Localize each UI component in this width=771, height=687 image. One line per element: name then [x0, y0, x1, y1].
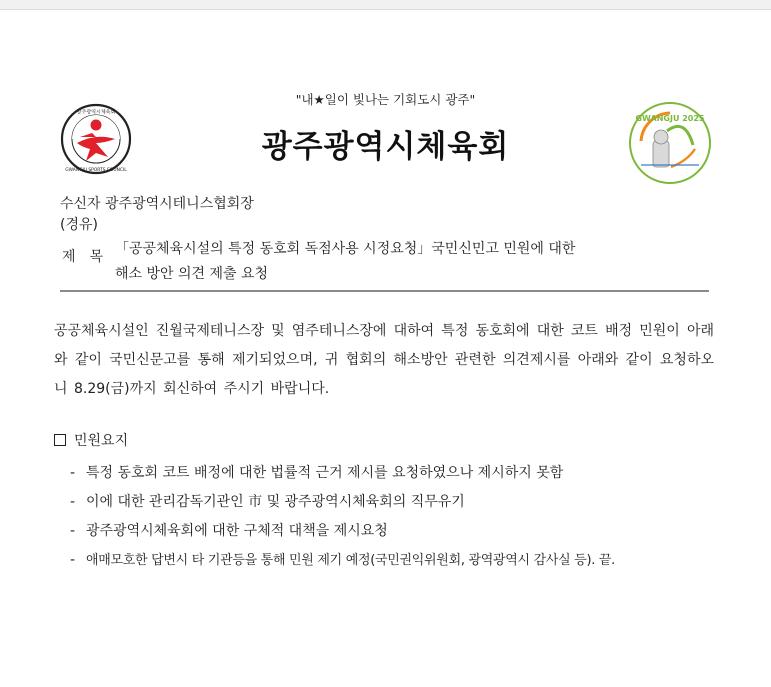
svg-text:GWANGJU 2025: GWANGJU 2025: [635, 114, 705, 123]
section-heading: [54, 430, 128, 450]
subject-label: 제목: [62, 249, 118, 265]
subject-line-1: 「공공체육시설의 특정 동호회 독점사용 시정요청」국민신민고 민원에 대한: [115, 241, 576, 257]
header-divider: [60, 290, 709, 292]
section-heading-label: 민원요지: [74, 433, 129, 449]
subject-line-2: 해소 방안 의견 제출 요청: [115, 266, 269, 282]
dash-marker: -: [70, 552, 76, 568]
list-item: - 이에 대한 관리감독기관인 市 및 광주광역시체육회의 직무유기: [70, 488, 730, 517]
list-item: - 애매모호한 답변시 타 기관등을 통해 민원 제기 예정(국민권익위원회, 광역광역시 감사실 등). 끝.: [70, 546, 730, 575]
list-item: - 광주광역시체육회에 대한 구체적 대책을 제시요청: [70, 517, 730, 546]
checkbox-square-icon: [54, 434, 66, 446]
dash-marker: -: [70, 465, 76, 481]
slogan: "내★일이 빛나는 기회도시 광주": [295, 92, 476, 107]
top-browser-bar: [0, 0, 771, 10]
via-line: (경유): [60, 217, 98, 233]
complaint-list: [70, 459, 730, 575]
page-title: 광주광역시체육회: [261, 129, 510, 165]
dash-marker: -: [70, 523, 76, 539]
svg-text:광주광역시체육회: 광주광역시체육회: [76, 109, 116, 116]
recipient-line: 수신자 광주광역시테니스협회장: [60, 196, 254, 212]
gwangju-2025-emblem-icon: [627, 101, 713, 185]
svg-text:GWANGJU SPORTS COUNCIL: GWANGJU SPORTS COUNCIL: [65, 168, 127, 173]
subject-text: [115, 237, 715, 287]
dash-marker: -: [70, 494, 76, 510]
list-item: - 특정 동호회 코트 배정에 대한 법률적 근거 제시를 요청하였으나 제시하지 못함: [70, 459, 730, 488]
body-paragraph: 공공체육시설인 진월국제테니스장 및 염주테니스장에 대하여 특정 동호회에 대한 코트 배정 민원이 아래와 같이 국민신문고를 통해 제기되었으며, 귀 협회의 해소방안 관련한 의견제시를 아래와 같이 요청하오니 8.29(금)까지 회신하여 주시기 바랍니다.: [54, 323, 714, 397]
